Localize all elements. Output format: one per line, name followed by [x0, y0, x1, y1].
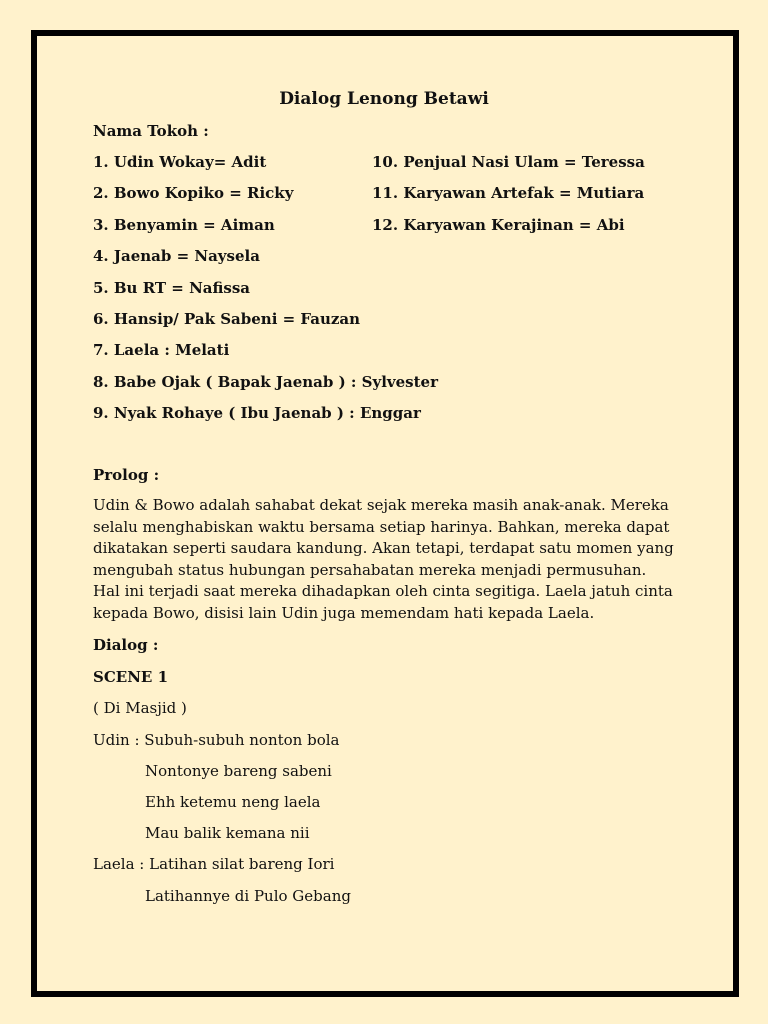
cast-item: 4. Jaenab = Naysela [93, 247, 260, 265]
dialog-line: Ehh ketemu neng laela [145, 793, 321, 811]
cast-item: 10. Penjual Nasi Ulam = Teressa [372, 153, 645, 171]
dialog-line: Laela : Latihan silat bareng Iori [93, 855, 335, 873]
cast-item: 2. Bowo Kopiko = Ricky [93, 184, 294, 202]
cast-item: 7. Laela : Melati [93, 341, 230, 359]
dialog-line: Udin : Subuh-subuh nonton bola [93, 731, 340, 749]
dialog-line: Nontonye bareng sabeni [145, 762, 332, 780]
cast-item: 1. Udin Wokay= Adit [93, 153, 267, 171]
cast-heading: Nama Tokoh : [93, 122, 209, 140]
prolog-line: selalu menghabiskan waktu bersama setiap harinya. Bahkan, mereka dapat [93, 517, 670, 536]
dialog-line: Latihannye di Pulo Gebang [145, 887, 351, 905]
cast-item: 8. Babe Ojak ( Bapak Jaenab ) : Sylvester [93, 373, 438, 391]
scene-setting: ( Di Masjid ) [93, 699, 187, 717]
cast-item: 3. Benyamin = Aiman [93, 216, 275, 234]
prolog-line: kepada Bowo, disisi lain Udin juga memendam hati kepada Laela. [93, 603, 595, 622]
prolog-line: mengubah status hubungan persahabatan mereka menjadi permusuhan. [93, 560, 647, 579]
scene-heading: SCENE 1 [93, 668, 169, 686]
prolog-line: Udin & Bowo adalah sahabat dekat sejak mereka masih anak-anak. Mereka [93, 496, 669, 514]
cast-item: 11. Karyawan Artefak = Mutiara [372, 184, 645, 202]
prolog-line: Hal ini terjadi saat mereka dihadapkan oleh cinta segitiga. Laela jatuh cinta [93, 582, 673, 601]
document-title: Dialog Lenong Betawi [279, 89, 489, 109]
prolog-paragraph [93, 495, 693, 625]
dialog-line: Mau balik kemana nii [145, 824, 310, 842]
cast-item: 9. Nyak Rohaye ( Ibu Jaenab ) : Enggar [93, 404, 421, 422]
cast-item: 6. Hansip/ Pak Sabeni = Fauzan [93, 310, 361, 328]
cast-item: 5. Bu RT = Nafissa [93, 279, 251, 297]
prolog-line: dikatakan seperti saudara kandung. Akan tetapi, terdapat satu momen yang [93, 539, 674, 558]
prolog-heading: Prolog : [93, 466, 160, 484]
dialog-heading: Dialog : [93, 636, 159, 654]
cast-item: 12. Karyawan Kerajinan = Abi [372, 216, 625, 234]
